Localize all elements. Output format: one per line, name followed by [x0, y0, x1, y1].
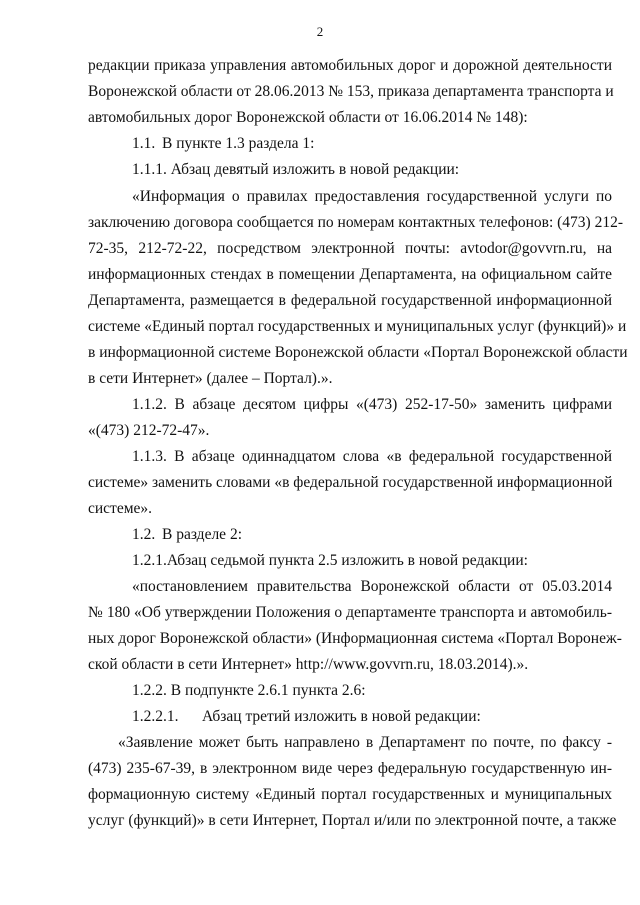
text-line: системе».	[88, 500, 153, 517]
text-line: системе «Единый портал государственных и муниципальных услуг (функций)» и	[88, 318, 627, 335]
text-line: автомобильных дорог Воронежской области от 16.06.2014 № 148):	[88, 109, 528, 126]
text-line: «(473) 212-72-47».	[88, 422, 210, 439]
page-number: 2	[316, 24, 324, 39]
text-line: 1.1.2. В абзаце десятом цифры «(473) 252-17-50» заменить цифрами	[132, 396, 612, 413]
section-heading-1-2	[132, 525, 612, 545]
text-line: Департамента, размещается в федеральной государственной информационной	[88, 292, 612, 309]
text-line: «Заявление может быть направлено в Департамент по почте, по факсу -	[118, 734, 612, 751]
text-line: «постановлением правительства Воронежской области от 05.03.2014	[132, 578, 612, 595]
item-text: В разделе 2:	[162, 526, 242, 543]
text-line: 1.2.2. В подпункте 2.6.1 пункта 2.6:	[132, 682, 366, 699]
text-line: заключению договора сообщается по номерам контактных телефонов: (473) 212-	[88, 214, 623, 231]
text-line: 1.1.1. Абзац девятый изложить в новой редакции:	[132, 161, 460, 178]
text-line: № 180 «Об утверждении Положения о департаменте транспорта и автомобиль-	[88, 604, 612, 621]
item-text: Абзац третий изложить в новой редакции:	[202, 708, 481, 725]
text-line: в сети Интернет» (далее – Портал).».	[88, 370, 333, 387]
text-line: 1.1.3. В абзаце одиннадцатом слова «в федеральной государственной	[132, 448, 612, 465]
text-line: (473) 235-67-39, в электронном виде через федеральную государственную ин-	[88, 760, 612, 777]
text-line: в информационной системе Воронежской области «Портал Воронежской области	[88, 344, 628, 361]
text-line: системе» заменить словами «в федеральной государственной информационной	[88, 474, 613, 491]
text-line: ных дорог Воронежской области» (Информационная система «Портал Воронеж-	[88, 630, 622, 647]
text-line: ской области в сети Интернет» http://www.govvrn.ru, 18.03.2014).».	[88, 656, 529, 673]
text-line: информационных стендах в помещении Департамента, на официальном сайте	[88, 266, 612, 283]
text-line: Воронежской области от 28.06.2013 № 153, приказа департамента транспорта и	[88, 83, 614, 100]
section-heading-1-1	[132, 134, 612, 154]
item-number: 1.2.2.1.	[132, 708, 179, 725]
item-text: В пункте 1.3 раздела 1:	[162, 135, 315, 152]
text-line: редакции приказа управления автомобильных дорог и дорожной деятельности	[88, 57, 612, 74]
text-line: услуг (функций)» в сети Интернет, Портал и/или по электронной почте, а также	[88, 812, 617, 829]
text-line: 1.2.1.Абзац седьмой пункта 2.5 изложить в новой редакции:	[132, 552, 528, 569]
text-line: формационную систему «Единый портал государственных и муниципальных	[88, 786, 612, 803]
item-number: 1.2.	[132, 526, 156, 543]
subitem-heading	[132, 707, 612, 727]
text-line: 72-35, 212-72-22, посредством электронной почты: avtodor@govvrn.ru, на	[88, 240, 612, 257]
text-line: «Информация о правилах предоставления государственной услуги по	[132, 188, 612, 205]
item-number: 1.1.	[132, 135, 156, 152]
